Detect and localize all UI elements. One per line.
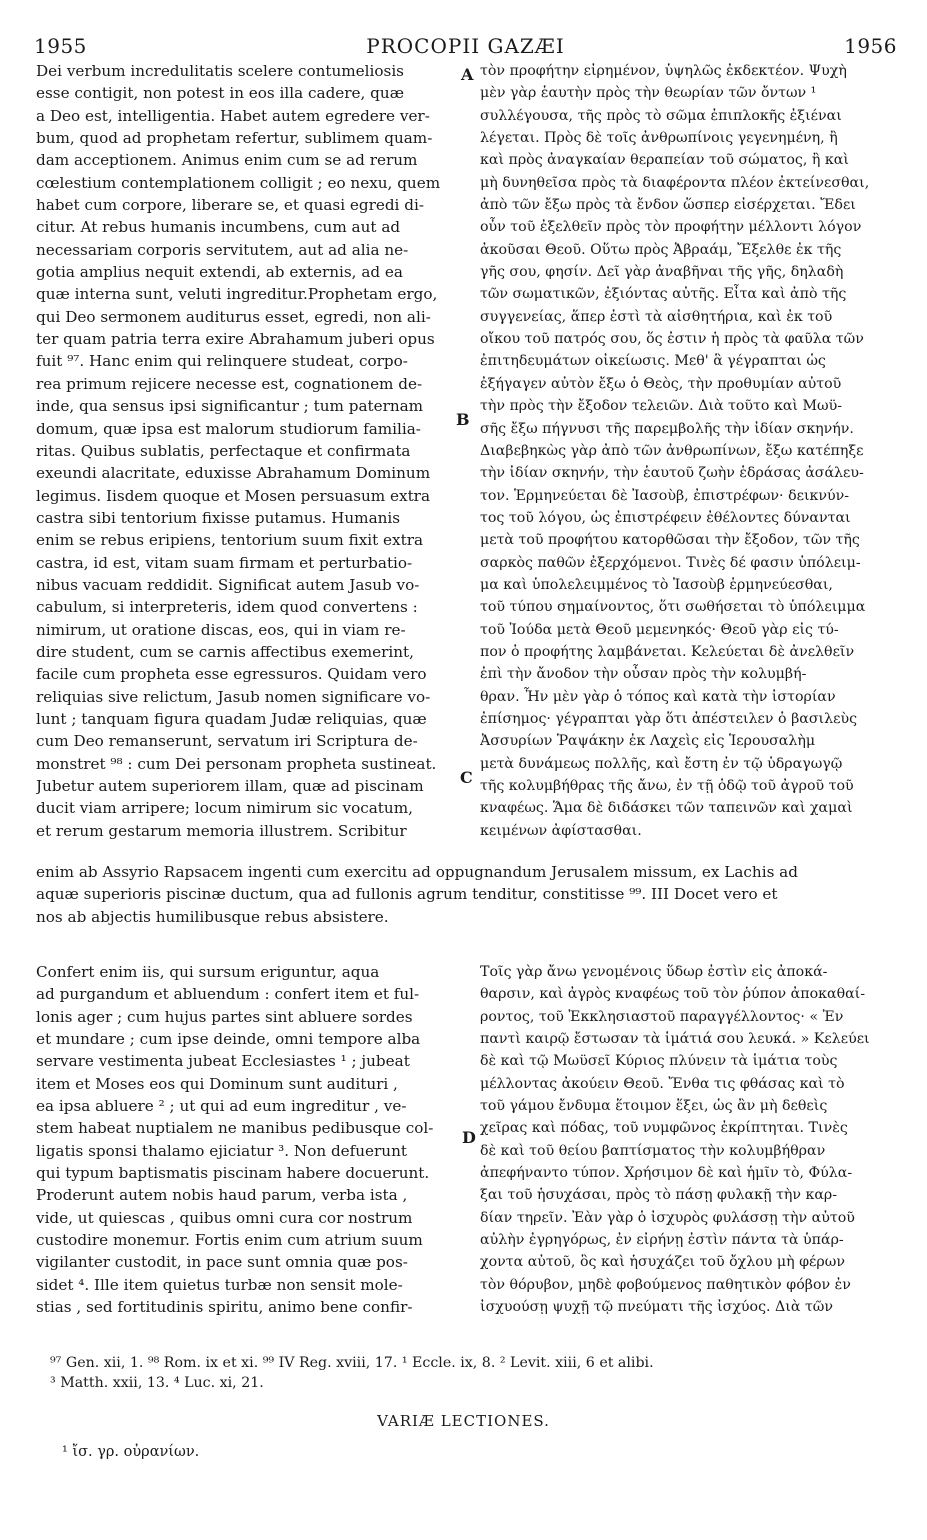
- greek-line: μὲν γὰρ ἑαυτὴν πρὸς τὴν θεωρίαν τῶν ὄντων ¹: [480, 85, 817, 102]
- latin-line: necessariam corporis servitutem, aut ad alia ne-: [36, 240, 409, 259]
- latin-line: qui Deo sermonem auditurus esset, egredi, non ali-: [36, 307, 431, 326]
- greek-line: συγγενείας, ἅπερ ἐστὶ τὰ αἰσθητήρια, καὶ ἐκ τοῦ: [480, 308, 833, 325]
- greek-line: λέγεται. Πρὸς δὲ τοῖς ἀνθρωπίνοις γεγενημένη, ἢ: [480, 130, 838, 147]
- page-number-left: 1955: [34, 34, 87, 58]
- greek-line: τὸν θόρυβον, μηδὲ φοβούμενος παθητικὸν φόβον ἐν: [480, 1276, 851, 1293]
- greek-line: θραν. Ἦν μὲν γὰρ ὁ τόπος καὶ κατὰ τὴν ἱστορίαν: [480, 688, 836, 705]
- greek-line: μέλλοντας ἀκούειν Θεοῦ. Ἔνθα τις φθάσας καὶ τὸ: [480, 1075, 845, 1092]
- footnote-line: ⁹⁷ Gen. xii, 1. ⁹⁸ Rom. ix et xi. ⁹⁹ IV Reg. xviii, 17. ¹ Eccle. ix, 8. ² Levit. xiii, 6 et alibi.: [50, 1355, 654, 1371]
- latin-line: et rerum gestarum memoria illustrem. Scribitur: [36, 821, 407, 840]
- latin-line: cum Deo remanserunt, servatum iri Scriptura de-: [36, 732, 418, 751]
- greek-line: μὴ δυνηθεῖσα πρὸς τὰ διαφέροντα πλέον ἐκτείνεσθαι,: [480, 174, 870, 191]
- running-header: [28, 30, 903, 60]
- greek-line: οἴκου τοῦ πατρός σου, ὅς ἐστιν ἡ πρὸς τὰ φαῦλα τῶν: [480, 331, 864, 348]
- latin-line: quæ interna sunt, veluti ingreditur.Prophetam ergo,: [36, 285, 438, 304]
- greek-line: πον ὁ προφήτης λαμβάνεται. Κελεύεται δὲ ἀνελθεῖν: [480, 643, 855, 660]
- latin-line: citur. At rebus humanis incumbens, cum aut ad: [36, 218, 401, 237]
- greek-line: αὐλὴν ἐγρηγόρως, ἐν εἰρήνῃ ἐστὶν πάντα τὰ ὑπάρ-: [480, 1232, 844, 1249]
- latin-line: nibus vacuam reddidit. Significat autem Jasub vo-: [36, 575, 420, 594]
- latin-line: exeundi alacritate, eduxisse Abrahamum Dominum: [36, 464, 431, 483]
- latin-line: inde, qua sensus ipsi significantur ; tum paternam: [36, 397, 424, 416]
- latin-line: nimirum, ut oratione discas, eos, qui in viam re-: [36, 620, 406, 639]
- greek-line: σαρκὸς παθῶν ἐξερχόμενοι. Τινὲς δέ φασιν ὑπόλειμ-: [480, 554, 861, 571]
- latin-line: lunt ; tanquam figura quadam Judæ reliquias, quæ: [36, 709, 427, 728]
- greek-line: σῆς ἔξω πήγνυσι τῆς παρεμβολῆς τὴν ἰδίαν σκηνήν.: [480, 420, 854, 437]
- greek-line: ροντος, τοῦ Ἐκκλησιαστοῦ παραγγέλλοντος· « Ἐν: [480, 1008, 844, 1025]
- greek-line: χεῖρας καὶ πόδας, τοῦ νυμφῶνος ἐκρίπτηται. Τινὲς: [480, 1120, 848, 1137]
- latin-line: sidet ⁴. Ille item quietus turbæ non sensit mole-: [36, 1275, 403, 1294]
- latin-line: habet cum corpore, liberare se, et quasi egredi di-: [36, 196, 424, 215]
- latin-line: legimus. Iisdem quoque et Mosen persuasum extra: [36, 486, 430, 505]
- greek-line: τοῦ τύπου σημαίνοντος, ὅτι σωθήσεται τὸ ὑπόλειμμα: [480, 599, 866, 616]
- latin-line: vide, ut quiescas , quibus omni cura cor nostrum: [36, 1208, 413, 1227]
- latin-line: lonis ager ; cum hujus partes sint abluere sordes: [36, 1007, 413, 1026]
- page-number-right: 1956: [844, 34, 897, 58]
- greek-line: μετὰ τοῦ προφήτου κατορθῶσαι τὴν ἔξοδον, τῶν τῆς: [480, 532, 860, 549]
- latin-line: enim se rebus eripiens, tentorium suum fixit extra: [36, 531, 424, 550]
- latin-line: ad purgandum et abluendum : confert item et ful-: [36, 985, 420, 1004]
- footnote-line: ³ Matth. xxii, 13. ⁴ Luc. xi, 21.: [50, 1375, 264, 1391]
- latin-line: ducit viam arripere; locum nimirum sic vocatum,: [36, 799, 413, 818]
- greek-line: κειμένων ἀφίστασθαι.: [480, 822, 642, 839]
- greek-column-top: [480, 60, 896, 845]
- greek-line: τὴν πρὸς τὴν ἔξοδον τελειῶν. Διὰ τοῦτο καὶ Μωϋ-: [480, 398, 842, 415]
- greek-line: τοῦ γάμου ἔνδυμα ἕτοιμον ἕξει, ὡς ἂν μὴ δεθεὶς: [480, 1098, 828, 1115]
- greek-line: ἰσχυούσῃ ψυχῇ τῷ πνεύματι τῆς ἰσχύος. Διὰ τῶν: [480, 1299, 833, 1316]
- greek-line: χοντα αὐτοῦ, ὃς καὶ ἡσυχάζει τοῦ ὄχλου μὴ φέρων: [480, 1254, 845, 1271]
- greek-line: οὖν τοῦ ἐξελθεῖν πρὸς τὸν προφήτην μέλλοντι λόγον: [480, 219, 862, 236]
- greek-line: Διαβεβηκὼς γὰρ ἀπὸ τῶν ἀνθρωπίνων, ἔξω κατέπηξε: [480, 442, 864, 459]
- latin-line: castra, id est, vitam suam firmam et perturbatio-: [36, 553, 413, 572]
- latin-line: a Deo est, intelligentia. Habet autem egredere ver-: [36, 106, 430, 125]
- greek-line: Ἀσσυρίων Ῥαψάκην ἐκ Λαχεὶς εἰς Ἱερουσαλὴμ: [480, 733, 816, 750]
- latin-line: Dei verbum incredulitatis scelere contumeliosis: [36, 62, 404, 80]
- greek-line: δὲ καὶ τοῦ θείου βαπτίσματος τὴν κολυμβήθραν: [480, 1142, 826, 1159]
- greek-line: τῆς κολυμβήθρας τῆς ἄνω, ἐν τῇ ὁδῷ τοῦ ἀγροῦ τοῦ: [480, 778, 854, 794]
- margin-letter-c: C: [460, 768, 473, 787]
- latin-line: bum, quod ad prophetam refertur, sublimem quam-: [36, 129, 433, 148]
- greek-line: παντὶ καιρῷ ἔστωσαν τὰ ἱμάτιά σου λευκά. » Κελεύει: [480, 1031, 870, 1048]
- margin-letter-d: D: [462, 1128, 476, 1147]
- latin-line: facile cum propheta esse egressuros. Quidam vero: [36, 665, 427, 684]
- latin-line: Confert enim iis, qui sursum eriguntur, aqua: [36, 963, 380, 981]
- latin-line: ritas. Quibus sublatis, perfectaque et confirmata: [36, 441, 411, 460]
- greek-line: μα καὶ ὑπολελειμμένος τὸ Ἰασοὺβ ἑρμηνεύεσθαι,: [480, 576, 833, 593]
- latin-column-bottom: [36, 961, 456, 1323]
- greek-line: ἐξήγαγεν αὐτὸν ἔξω ὁ Θεὸς, τὴν προθυμίαν αὐτοῦ: [480, 375, 842, 392]
- latin-line: ea ipsa abluere ² ; ut qui ad eum ingreditur , ve-: [36, 1097, 407, 1116]
- latin-line: et mundare ; cum ipse deinde, omni tempore alba: [36, 1030, 421, 1049]
- greek-line: ξαι τοῦ ἡσυχάσαι, πρὸς τὸ πάσῃ φυλακῇ τὴν καρ-: [480, 1187, 838, 1204]
- greek-line: μετὰ δυνάμεως πολλῆς, καὶ ἔστη ἐν τῷ ὑδραγωγῷ: [480, 755, 843, 772]
- margin-letter-a: A: [461, 65, 474, 84]
- running-title: PROCOPII GAZÆI: [366, 34, 565, 58]
- greek-line: γῆς σου, φησίν. Δεῖ γὰρ ἀναβῆναι τῆς γῆς, δηλαδὴ: [480, 264, 844, 281]
- latin-line: rea primum rejicere necesse est, cognationem de-: [36, 374, 423, 393]
- latin-line: monstret ⁹⁸ : cum Dei personam propheta sustineat.: [36, 754, 437, 773]
- latin-line: cœlestium contemplationem colligit ; eo nexu, quem: [36, 173, 441, 192]
- latin-line: domum, quæ ipsa est malorum studiorum familia-: [36, 419, 421, 438]
- greek-line: δὲ καὶ τῷ Μωϋσεῖ Κύριος πλύνειν τὰ ἱμάτια τοὺς: [480, 1053, 838, 1070]
- latin-line: stias , sed fortitudinis spiritu, animo bene confir-: [36, 1298, 413, 1317]
- latin-line: ligatis sponsi thalamo ejiciatur ³. Non defuerunt: [36, 1141, 407, 1160]
- latin-line: Jubetur autem superiorem illam, quæ ad piscinam: [36, 777, 424, 795]
- latin-column-top: [36, 60, 456, 845]
- greek-line: Τοῖς γὰρ ἄνω γενομένοις ὕδωρ ἐστὶν εἰς ἀποκά-: [480, 964, 828, 980]
- greek-line: τον. Ἑρμηνεύεται δὲ Ἰασοὺβ, ἐπιστρέφων· δεικνύν-: [480, 487, 850, 504]
- greek-line: ἐπὶ τὴν ἄνοδον τὴν οὖσαν πρὸς τὴν κολυμβή-: [480, 666, 807, 683]
- latin-line: dire student, cum se carnis affectibus exemerint,: [36, 642, 414, 661]
- latin-line: reliquias sive relictum, Jasub nomen significare vo-: [36, 687, 431, 706]
- greek-line: δίαν τηρεῖν. Ἐὰν γὰρ ὁ ἰσχυρὸς φυλάσσῃ τὴν αὐτοῦ: [480, 1209, 855, 1226]
- variae-lectiones-note: ¹ ἴσ. γρ. οὐρανίων.: [62, 1444, 200, 1460]
- greek-line: τῶν σωματικῶν, ἐξιόντας αὐτῆς. Εἶτα καὶ ἀπὸ τῆς: [480, 286, 847, 303]
- greek-line: θαρσιν, καὶ ἀγρὸς κναφέως τοῦ τὸν ῥύπον ἀποκαθαί-: [480, 986, 866, 1003]
- latin-line: gotia amplius nequit extendi, ab externis, ad ea: [36, 263, 403, 282]
- greek-line: ἀκοῦσαι Θεοῦ. Οὕτω πρὸς Ἀβραάμ, Ἔξελθε ἐκ τῆς: [480, 241, 842, 258]
- greek-line: καὶ πρὸς ἀναγκαίαν θεραπείαν τοῦ σώματος, ἢ καὶ: [480, 152, 849, 169]
- latin-line: esse contigit, non potest in eos illa cadere, quæ: [36, 84, 404, 103]
- full-width-line: enim ab Assyrio Rapsacem ingenti cum exercitu ad oppugnandum Jerusalem missum, ex Lachis ad: [36, 863, 798, 881]
- latin-line: vigilanter custodit, in pace sunt omnia quæ pos-: [36, 1253, 408, 1272]
- greek-line: τος τοῦ λόγου, ὡς ἐπιστρέφειν ἐθέλοντες δύνανται: [480, 509, 851, 526]
- greek-line: κναφέως. Ἅμα δὲ διδάσκει τῶν ταπεινῶν καὶ χαμαὶ: [480, 800, 853, 817]
- greek-line: ἐπιτηδευμάτων οἰκείωσις. Μεθ' ἃ γέγραπται ὡς: [480, 353, 826, 370]
- greek-column-bottom: [480, 961, 896, 1323]
- variae-lectiones-title: VARIÆ LECTIONES.: [377, 1412, 550, 1430]
- latin-line: castra sibi tentorium fixisse putamus. Humanis: [36, 508, 401, 527]
- latin-line: item et Moses eos qui Dominum sunt audituri ,: [36, 1074, 398, 1093]
- latin-line: cabulum, si interpreteris, idem quod convertens :: [36, 598, 418, 617]
- full-width-paragraph: [36, 861, 896, 928]
- greek-line: ἐπίσημος· γέγραπται γὰρ ὅτι ἀπέστειλεν ὁ βασιλεὺς: [480, 710, 858, 727]
- latin-line: fuit ⁹⁷. Hanc enim qui relinquere studeat, corpo-: [36, 352, 408, 371]
- latin-line: stem habeat nuptialem ne manibus pedibusque col-: [36, 1119, 434, 1138]
- greek-line: ἀπὸ τῶν ἔξω πρὸς τὰ ἔνδον ὥσπερ εἰσέρχεται. Ἔδει: [480, 197, 856, 214]
- latin-line: servare vestimenta jubeat Ecclesiastes ¹ ; jubeat: [36, 1052, 410, 1071]
- greek-line: ἀπεφήναντο τύπον. Χρήσιμον δὲ καὶ ἡμῖν τὸ, Φύλα-: [480, 1165, 853, 1182]
- margin-letter-b: B: [456, 410, 470, 429]
- greek-line: τὴν ἰδίαν σκηνήν, τὴν ἑαυτοῦ ζωὴν ἑδράσας ἀσάλευ-: [480, 465, 864, 482]
- greek-line: συλλέγουσα, τῆς πρὸς τὸ σῶμα ἐπιπλοκῆς ἐξιέναι: [480, 107, 842, 124]
- latin-line: qui typum baptismatis piscinam habere docuerunt.: [36, 1164, 430, 1183]
- footnotes: [50, 1353, 900, 1393]
- latin-line: dam acceptionem. Animus enim cum se ad rerum: [36, 151, 418, 170]
- full-width-line: nos ab abjectis humilibusque rebus absistere.: [36, 907, 389, 926]
- latin-line: Proderunt autem nobis haud parum, verba ista ,: [36, 1186, 408, 1205]
- greek-line: τὸν προφήτην εἰρημένον, ὑψηλῶς ἐκδεκτέον. Ψυχὴ: [480, 63, 847, 79]
- full-width-line: aquæ superioris piscinæ ductum, qua ad fullonis agrum tenditur, constitisse ⁹⁹. III Docet vero et: [36, 885, 778, 904]
- greek-line: τοῦ Ἰούδα μετὰ Θεοῦ μεμενηκός· Θεοῦ γὰρ εἰς τύ-: [480, 621, 839, 638]
- latin-line: ter quam patria terra exire Abrahamum juberi opus: [36, 330, 435, 349]
- latin-line: custodire monemur. Fortis enim cum atrium suum: [36, 1231, 423, 1250]
